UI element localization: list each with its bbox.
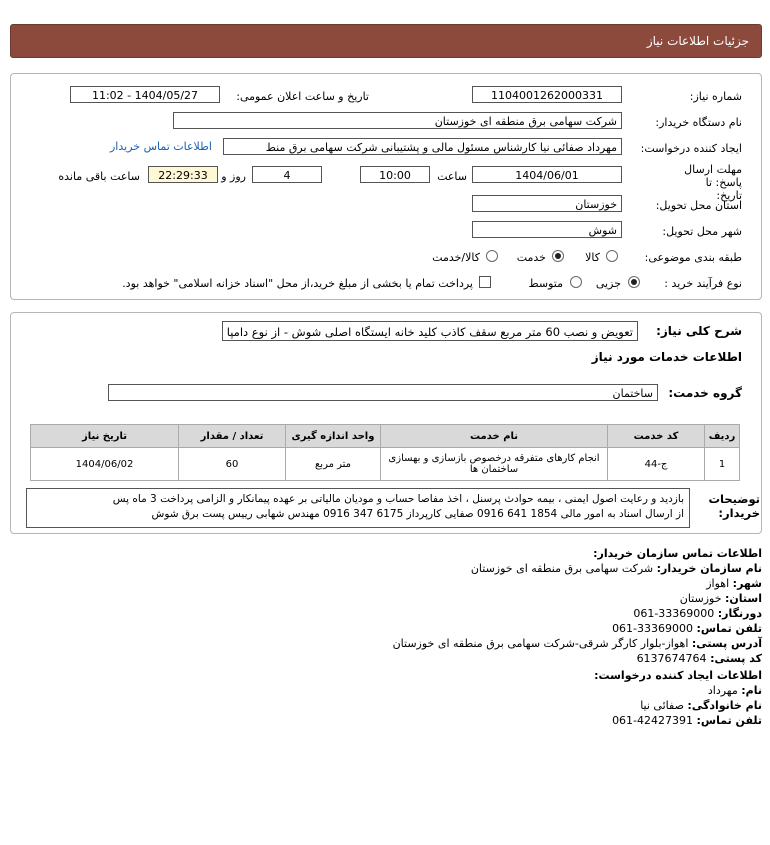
contact-postal-row: کد پستی: 6137674764 <box>636 652 762 665</box>
contact-org-row: نام سازمان خریدار: شرکت سهامی برق منطقه ای خوزستان <box>470 562 762 575</box>
deadline-date-field: 1404/06/01 <box>472 166 622 183</box>
table-row <box>31 448 740 481</box>
process-radio-minor[interactable] <box>628 276 640 288</box>
buyer-notes-line1: بازدید و رعایت اصول ایمنی ، بیمه حوادث پرسنل ، اخذ مفاصا حساب و مودیان مالیاتی بر عهده پیمانکار و الزامی پرداخت 3 ماه پس <box>112 493 684 505</box>
process-option-medium: متوسط <box>528 277 563 290</box>
need-info-panel <box>10 73 762 300</box>
creator-name-row: نام: مهرداد <box>707 684 762 697</box>
creator-family-row: نام خانوادگی: صفائی نیا <box>640 699 762 712</box>
contact-section-title: اطلاعات تماس سازمان خریدار: <box>593 547 762 560</box>
contact-phone-row: تلفن تماس: 061-33369000 <box>612 622 762 635</box>
process-radio-medium[interactable] <box>570 276 582 288</box>
buyer-notes-field <box>26 488 690 528</box>
col-unit: واحد اندازه گیری <box>286 425 381 448</box>
cell-date: 1404/06/02 <box>31 448 179 481</box>
buyer-org-field: شرکت سهامی برق منطقه ای خوزستان <box>173 112 622 129</box>
time-label: ساعت <box>437 170 467 183</box>
services-section-title: اطلاعات خدمات مورد نیاز <box>591 350 742 364</box>
cell-code: ج-44 <box>608 448 705 481</box>
creator-phone-row: تلفن تماس: 061-42427391 <box>612 714 762 727</box>
buyer-notes-line2: از ارسال اسناد به امور مالی 1854 641 0916 صفایی کارپرداز 6175 347 0916 مهندس شهابی رییس پست برق شوش <box>151 508 684 520</box>
deadline-label: مهلت ارسال پاسخ: تا تاریخ: <box>684 163 742 202</box>
creator-section-title: اطلاعات ایجاد کننده درخواست: <box>594 669 762 682</box>
cell-unit: متر مربع <box>286 448 381 481</box>
process-option-minor: جزیی <box>595 277 621 290</box>
contact-address-row: آدرس پستی: اهواز-بلوار کارگر شرقی-شرکت سهامی برق منطقه ای خوزستان <box>392 637 762 650</box>
col-name: نام خدمت <box>381 425 608 448</box>
buyer-notes-label: توضیحات خریدار: <box>708 492 760 520</box>
col-code: کد خدمت <box>608 425 705 448</box>
category-option-service: خدمت <box>516 251 546 264</box>
services-table <box>30 424 740 481</box>
days-field: 4 <box>252 166 322 183</box>
col-qty: تعداد / مقدار <box>179 425 286 448</box>
city-field: شوش <box>472 221 622 238</box>
table-header-row <box>31 425 740 448</box>
creator-field: مهرداد صفائی نیا کارشناس مسئول مالی و پشتیبانی شرکت سهامی برق منط <box>223 138 622 155</box>
description-field: تعویض و نصب 60 متر مربع سقف کاذب کلید خانه ایستگاه اصلی شوش - از نوع دامپا <box>222 321 638 341</box>
creator-label: ایجاد کننده درخواست: <box>640 142 742 155</box>
service-group-field: ساختمان <box>108 384 658 401</box>
category-radio-service[interactable] <box>552 250 564 262</box>
category-label: طبقه بندی موضوعی: <box>644 251 742 264</box>
category-option-goods: کالا <box>585 251 600 264</box>
col-row: ردیف <box>705 425 740 448</box>
cell-row: 1 <box>705 448 740 481</box>
service-group-label: گروه خدمت: <box>668 386 742 400</box>
city-label: شهر محل تحویل: <box>662 225 742 238</box>
province-label: استان محل تحویل: <box>655 199 742 212</box>
page-header <box>10 24 762 58</box>
category-radio-goods[interactable] <box>606 250 618 262</box>
buyer-org-label: نام دستگاه خریدار: <box>655 116 742 129</box>
process-label: نوع فرآیند خرید : <box>664 277 742 290</box>
announce-field: 1404/05/27 - 11:02 <box>70 86 220 103</box>
category-radio-goods-service[interactable] <box>486 250 498 262</box>
province-field: خوزستان <box>472 195 622 212</box>
col-date: تاریخ نیاز <box>31 425 179 448</box>
contact-city-row: شهر: اهواز <box>706 577 762 590</box>
days-label: روز و <box>221 170 246 183</box>
announce-label: تاریخ و ساعت اعلان عمومی: <box>236 90 369 103</box>
page-title: جزئیات اطلاعات نیاز <box>646 34 749 48</box>
cell-name: انجام کارهای متفرقه درخصوص بازسازی و بهسازی ساختمان ها <box>381 448 608 481</box>
need-number-label: شماره نیاز: <box>689 90 742 103</box>
contact-fax-row: دورنگار: 061-33369000 <box>633 607 762 620</box>
description-label: شرح کلی نیاز: <box>656 324 742 338</box>
category-option-goods-service: کالا/خدمت <box>432 251 480 264</box>
treasury-payment-checkbox[interactable] <box>479 276 491 288</box>
treasury-payment-note: پرداخت تمام یا بخشی از مبلغ خرید،از محل "اسناد خزانه اسلامی" خواهد بود. <box>122 277 473 290</box>
buyer-contact-link[interactable]: اطلاعات تماس خریدار <box>110 140 212 153</box>
remaining-time-field: 22:29:33 <box>148 166 218 183</box>
cell-qty: 60 <box>179 448 286 481</box>
need-number-field: 1104001262000331 <box>472 86 622 103</box>
contact-province-row: استان: خوزستان <box>679 592 762 605</box>
deadline-time-field: 10:00 <box>360 166 430 183</box>
remaining-label: ساعت باقی مانده <box>58 170 140 183</box>
